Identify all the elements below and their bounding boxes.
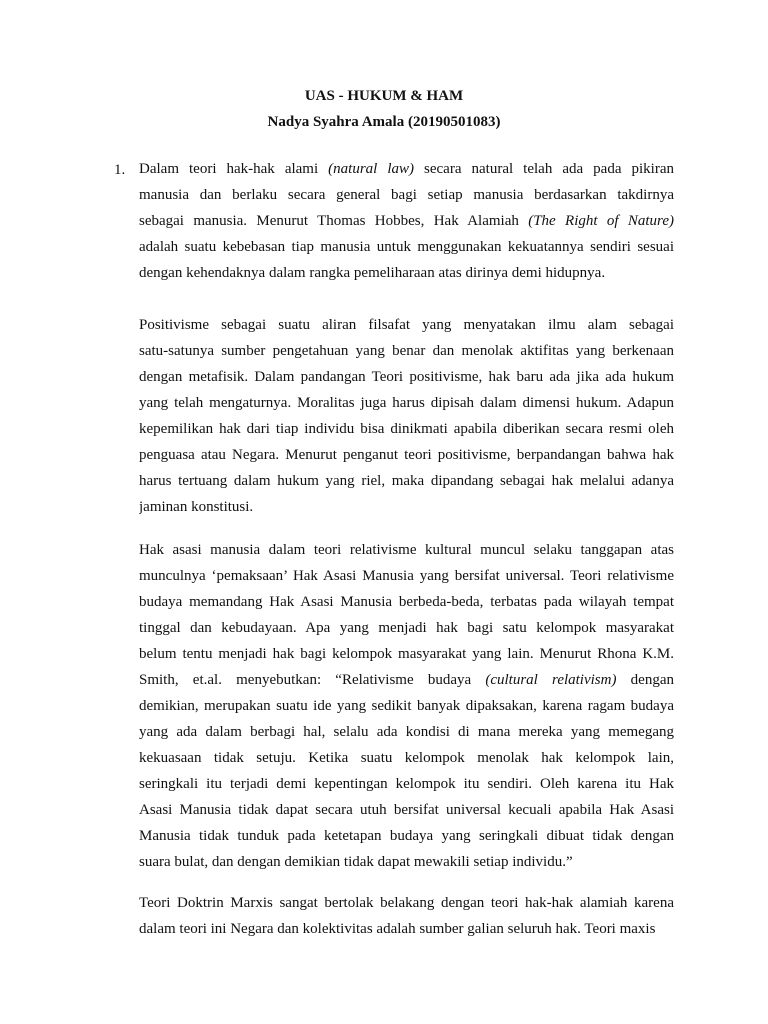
text-line: [139, 797, 674, 823]
text-line: [139, 890, 674, 916]
paragraph-marxist-doctrine: [139, 890, 674, 942]
text-segment: jaminan konstitusi.: [139, 499, 254, 515]
text-segment: kekuasaan tidak setuju. Ketika suatu kelompok menolak hak kelompok lain,: [139, 750, 674, 766]
text-line: [139, 494, 674, 520]
text-line: [139, 390, 674, 416]
text-segment: dengan: [616, 672, 674, 688]
text-line: [139, 537, 674, 563]
text-segment: satu-satunya sumber pengetahuan yang benar dan menolak aktifitas yang berkenaan: [139, 343, 674, 359]
text-line: [139, 338, 674, 364]
text-segment: dengan metafisik. Dalam pandangan Teori positivisme, hak baru ada jika ada hukum: [139, 369, 674, 385]
text-segment: seringkali itu terjadi demi kepentingan kelompok itu sendiri. Oleh karena itu Hak: [139, 776, 674, 792]
text-segment: Teori Doktrin Marxis sangat bertolak belakang dengan teori hak-hak alamiah karena: [139, 895, 674, 911]
text-line: [139, 234, 674, 260]
text-segment: budaya memandang Hak Asasi Manusia berbeda-beda, terbatas pada wilayah tempat: [139, 594, 674, 610]
text-segment: dengan kehendaknya dalam rangka pemeliharaan atas dirinya demi hidupnya.: [139, 265, 606, 281]
text-segment: sebagai manusia. Menurut Thomas Hobbes, Hak Alamiah: [139, 213, 529, 229]
author-line: Nadya Syahra Amala (20190501083): [267, 114, 501, 130]
list-number: 1.: [114, 162, 126, 178]
text-segment: munculnya ‘pemaksaan’ Hak Asasi Manusia yang bersifat universal. Teori relativisme: [139, 568, 674, 584]
text-line: [139, 260, 674, 286]
text-segment: demikian, merupakan suatu ide yang sedikit banyak dipaksakan, karena ragam budaya: [139, 698, 674, 714]
text-segment: Asasi Manusia tidak dapat secara utuh bersifat universal kecuali apabila Hak Asasi: [139, 802, 674, 818]
text-line: [139, 745, 674, 771]
text-segment: Dalam teori hak-hak alami: [139, 161, 329, 177]
paragraph-positivism: [139, 312, 674, 520]
italic-term: (The Right of Nature): [528, 213, 674, 229]
text-line: [139, 563, 674, 589]
text-line: [139, 468, 674, 494]
paragraph-cultural-relativism: [139, 537, 674, 875]
text-line: [139, 771, 674, 797]
text-segment: manusia dan berlaku secara general bagi setiap manusia berdasarkan takdirnya: [139, 187, 674, 203]
text-line: [139, 641, 674, 667]
text-line: [139, 182, 674, 208]
text-line: [139, 589, 674, 615]
text-line: [139, 823, 674, 849]
text-segment: yang ada dalam berbagi hal, selalu ada kondisi di mana mereka yang memegang: [139, 724, 674, 740]
text-line: [139, 693, 674, 719]
document-title: UAS - HUKUM & HAM: [304, 88, 464, 104]
text-line: [139, 416, 674, 442]
text-line: [139, 615, 674, 641]
text-segment: secara natural telah ada pada pikiran: [414, 161, 674, 177]
text-line: [139, 849, 674, 875]
italic-term: (natural law): [328, 161, 415, 177]
text-segment: yang telah mengaturnya. Moralitas juga harus dipisah dalam dimensi hukum. Adapun: [139, 395, 674, 411]
paragraph-natural-law: [139, 156, 674, 286]
text-line: [139, 916, 674, 942]
text-segment: Smith, et.al. menyebutkan: “Relativisme budaya: [139, 672, 486, 688]
text-segment: tinggal dan kebudayaan. Apa yang menjadi hak bagi satu kelompok masyarakat: [139, 620, 674, 636]
text-line: [139, 364, 674, 390]
text-segment: dalam teori ini Negara dan kolektivitas adalah sumber galian seluruh hak. Teori maxis: [139, 921, 656, 937]
text-segment: adalah suatu kebebasan tiap manusia untuk menggunakan kekuatannya sendiri sesuai: [139, 239, 674, 255]
text-line: [139, 208, 674, 234]
text-line: [139, 442, 674, 468]
text-line: [139, 667, 674, 693]
text-line: [139, 312, 674, 338]
italic-term: (cultural relativism): [485, 672, 617, 688]
text-segment: Hak asasi manusia dalam teori relativisme kultural muncul selaku tanggapan atas: [139, 542, 674, 558]
text-segment: Manusia tidak tunduk pada ketetapan budaya yang seringkali dibuat tidak dengan: [139, 828, 674, 844]
text-line: [139, 156, 674, 182]
text-segment: belum tentu menjadi hak bagi kelompok masyarakat yang lain. Menurut Rhona K.M.: [139, 646, 674, 662]
text-line: [139, 719, 674, 745]
text-segment: suara bulat, dan dengan demikian tidak dapat mewakili setiap individu.”: [139, 854, 573, 870]
text-segment: Positivisme sebagai suatu aliran filsafat yang menyatakan ilmu alam sebagai: [139, 317, 674, 333]
text-segment: kepemilikan hak dari tiap individu bisa dinikmati apabila diberikan secara resmi oleh: [139, 421, 674, 437]
text-segment: penguasa atau Negara. Menurut penganut teori positivisme, berpandangan bahwa hak: [139, 447, 674, 463]
text-segment: harus tertuang dalam hukum yang riel, maka dipandang sebagai hak melalui adanya: [139, 473, 674, 489]
